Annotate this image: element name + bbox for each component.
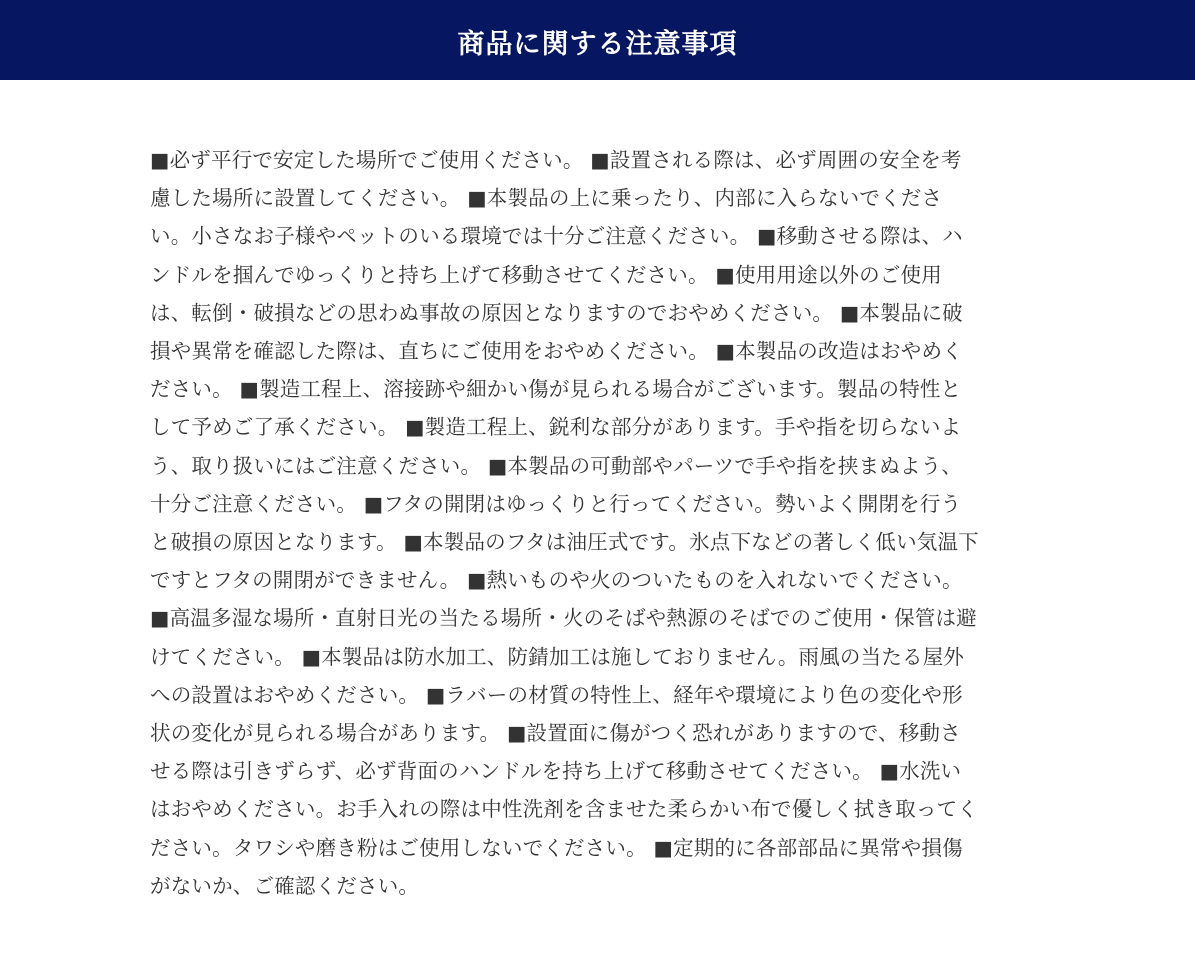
cautions-line: ですとフタの開閉ができません。 ■熱いものや火のついたものを入れないでください。: [150, 568, 963, 593]
cautions-line: 十分ご注意ください。 ■フタの開閉はゆっくりと行ってください。勢いよく開閉を行う: [150, 491, 962, 516]
cautions-line: 状の変化が見られる場合があります。 ■設置面に傷がつく恐れがありますので、移動さ: [150, 721, 961, 746]
cautions-line: せる際は引きずらず、必ず背面のハンドルを持ち上げて移動させてください。 ■水洗い: [150, 759, 962, 784]
cautions-line: ■必ず平行で安定した場所でご使用ください。 ■設置される際は、必ず周囲の安全を考: [150, 148, 962, 172]
cautions-line: への設置はおやめください。 ■ラバーの材質の特性上、経年や環境により色の変化や形: [150, 682, 963, 707]
page-title: 商品に関する注意事項: [457, 28, 738, 60]
cautions-line: 損や異常を確認した際は、直ちにご使用をおやめください。 ■本製品の改造はおやめく: [150, 339, 963, 364]
cautions-line: ンドルを掴んでゆっくりと持ち上げて移動させてください。 ■使用用途以外のご使用: [150, 262, 942, 287]
cautions-line: して予めご了承ください。 ■製造工程上、鋭利な部分があります。手や指を切らないよ: [150, 415, 962, 440]
cautions-line: ださい。タワシや磨き粉はご使用しないでください。 ■定期的に各部部品に異常や損傷: [150, 835, 963, 860]
cautions-line: はおやめください。お手入れの際は中性洗剤を含ませた柔らかい布で優しく拭き取ってく: [150, 797, 978, 822]
cautions-line: ださい。 ■製造工程上、溶接跡や細かい傷が見られる場合がございます。製品の特性と: [150, 377, 962, 402]
cautions-line: は、転倒・破損などの思わぬ事故の原因となりますのでおやめください。 ■本製品に破: [150, 300, 963, 325]
cautions-line: がないか、ご確認ください。: [150, 873, 420, 898]
cautions-line: い。小さなお子様やペットのいる環境では十分ご注意ください。 ■移動させる際は、ハ: [150, 224, 963, 249]
cautions-line: う、取り扱いにはご注意ください。 ■本製品の可動部やパーツで手や指を挟まぬよう、: [150, 453, 963, 478]
cautions-section: [150, 141, 1050, 905]
header-bar: [0, 0, 1195, 80]
cautions-line: ■高温多湿な場所・直射日光の当たる場所・火のそばや熱源のそばでのご使用・保管は避: [150, 606, 977, 631]
cautions-line: 慮した場所に設置してください。 ■本製品の上に乗ったり、内部に入らないでくださ: [150, 186, 943, 211]
cautions-line: けてください。 ■本製品は防水加工、防錆加工は施しておりません。雨風の当たる屋外: [150, 644, 965, 669]
cautions-line: と破損の原因となります。 ■本製品のフタは油圧式です。氷点下などの著しく低い気温下: [150, 530, 979, 555]
cautions-text: [150, 141, 1050, 905]
